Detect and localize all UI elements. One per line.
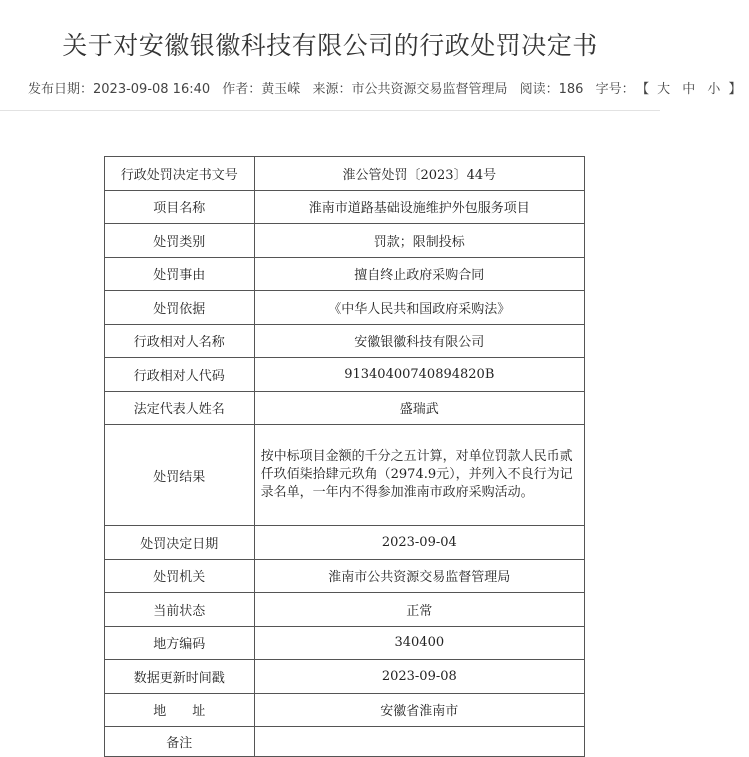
row-value: 《中华人民共和国政府采购法》 bbox=[254, 291, 584, 325]
view-count: 阅读：186 bbox=[519, 82, 584, 97]
table-row bbox=[105, 660, 585, 694]
table-row bbox=[105, 693, 585, 727]
row-label: 处罚决定日期 bbox=[105, 526, 255, 560]
row-value: 盛瑞武 bbox=[254, 391, 584, 425]
row-value: 安徽银徽科技有限公司 bbox=[254, 324, 584, 358]
table-row bbox=[105, 358, 585, 392]
row-label: 处罚依据 bbox=[105, 291, 255, 325]
table-row bbox=[105, 224, 585, 258]
font-size-large-link[interactable]: 大 bbox=[657, 82, 671, 97]
row-value: 91340400740894820B bbox=[254, 358, 584, 392]
row-label: 处罚类别 bbox=[105, 224, 255, 258]
row-label: 处罚事由 bbox=[105, 257, 255, 291]
row-label: 当前状态 bbox=[105, 593, 255, 627]
row-label: 地方编码 bbox=[105, 626, 255, 660]
row-label: 数据更新时间戳 bbox=[105, 660, 255, 694]
page-title: 关于对安徽银徽科技有限公司的行政处罚决定书 bbox=[62, 31, 598, 60]
table-row bbox=[105, 257, 585, 291]
row-label: 法定代表人姓名 bbox=[105, 391, 255, 425]
table-row bbox=[105, 425, 585, 526]
table-row bbox=[105, 391, 585, 425]
row-value: 2023-09-04 bbox=[254, 526, 584, 560]
table-row bbox=[105, 324, 585, 358]
font-size-label: 字号： bbox=[595, 82, 635, 97]
row-value: 罚款；限制投标 bbox=[254, 224, 584, 258]
row-value: 淮公管处罚〔2023〕44号 bbox=[254, 157, 584, 191]
row-label: 处罚结果 bbox=[105, 425, 255, 526]
publish-date: 发布日期：2023-09-08 16:40 bbox=[28, 82, 211, 97]
article-meta bbox=[28, 78, 742, 97]
font-bracket-open: 【 bbox=[642, 82, 650, 97]
row-label: 地 址 bbox=[105, 693, 255, 727]
table-row bbox=[105, 626, 585, 660]
font-size-medium-link[interactable]: 中 bbox=[682, 82, 696, 97]
row-value: 2023-09-08 bbox=[254, 660, 584, 694]
author: 作者：黄玉嵘 bbox=[222, 82, 301, 97]
font-bracket-close: 】 bbox=[728, 82, 742, 97]
row-label: 项目名称 bbox=[105, 190, 255, 224]
row-label: 行政处罚决定书文号 bbox=[105, 157, 255, 191]
penalty-record-table bbox=[104, 156, 585, 757]
table-row bbox=[105, 727, 585, 757]
font-size-switcher bbox=[596, 82, 749, 97]
header-divider bbox=[0, 110, 660, 111]
row-value: 擅自终止政府采购合同 bbox=[254, 257, 584, 291]
row-label: 备注 bbox=[105, 727, 255, 757]
table-row bbox=[105, 190, 585, 224]
row-value: 淮南市公共资源交易监督管理局 bbox=[254, 559, 584, 593]
row-label: 行政相对人名称 bbox=[105, 324, 255, 358]
table-row bbox=[105, 559, 585, 593]
table-row bbox=[105, 157, 585, 191]
font-size-small-link[interactable]: 小 bbox=[707, 82, 721, 97]
table-row bbox=[105, 593, 585, 627]
row-value: 340400 bbox=[254, 626, 584, 660]
row-value: 正常 bbox=[254, 593, 584, 627]
row-value: 按中标项目金额的千分之五计算，对单位罚款人民币贰仟玖佰柒拾肆元玖角（2974.9元），并列入不良行为记录名单，一年内不得参加淮南市政府采购活动。 bbox=[254, 425, 584, 526]
row-value bbox=[254, 727, 584, 757]
row-value: 安徽省淮南市 bbox=[254, 693, 584, 727]
row-label: 行政相对人代码 bbox=[105, 358, 255, 392]
table-row bbox=[105, 291, 585, 325]
table-row bbox=[105, 526, 585, 560]
source: 来源：市公共资源交易监督管理局 bbox=[312, 82, 508, 97]
row-value: 淮南市道路基础设施维护外包服务项目 bbox=[254, 190, 584, 224]
row-label: 处罚机关 bbox=[105, 559, 255, 593]
